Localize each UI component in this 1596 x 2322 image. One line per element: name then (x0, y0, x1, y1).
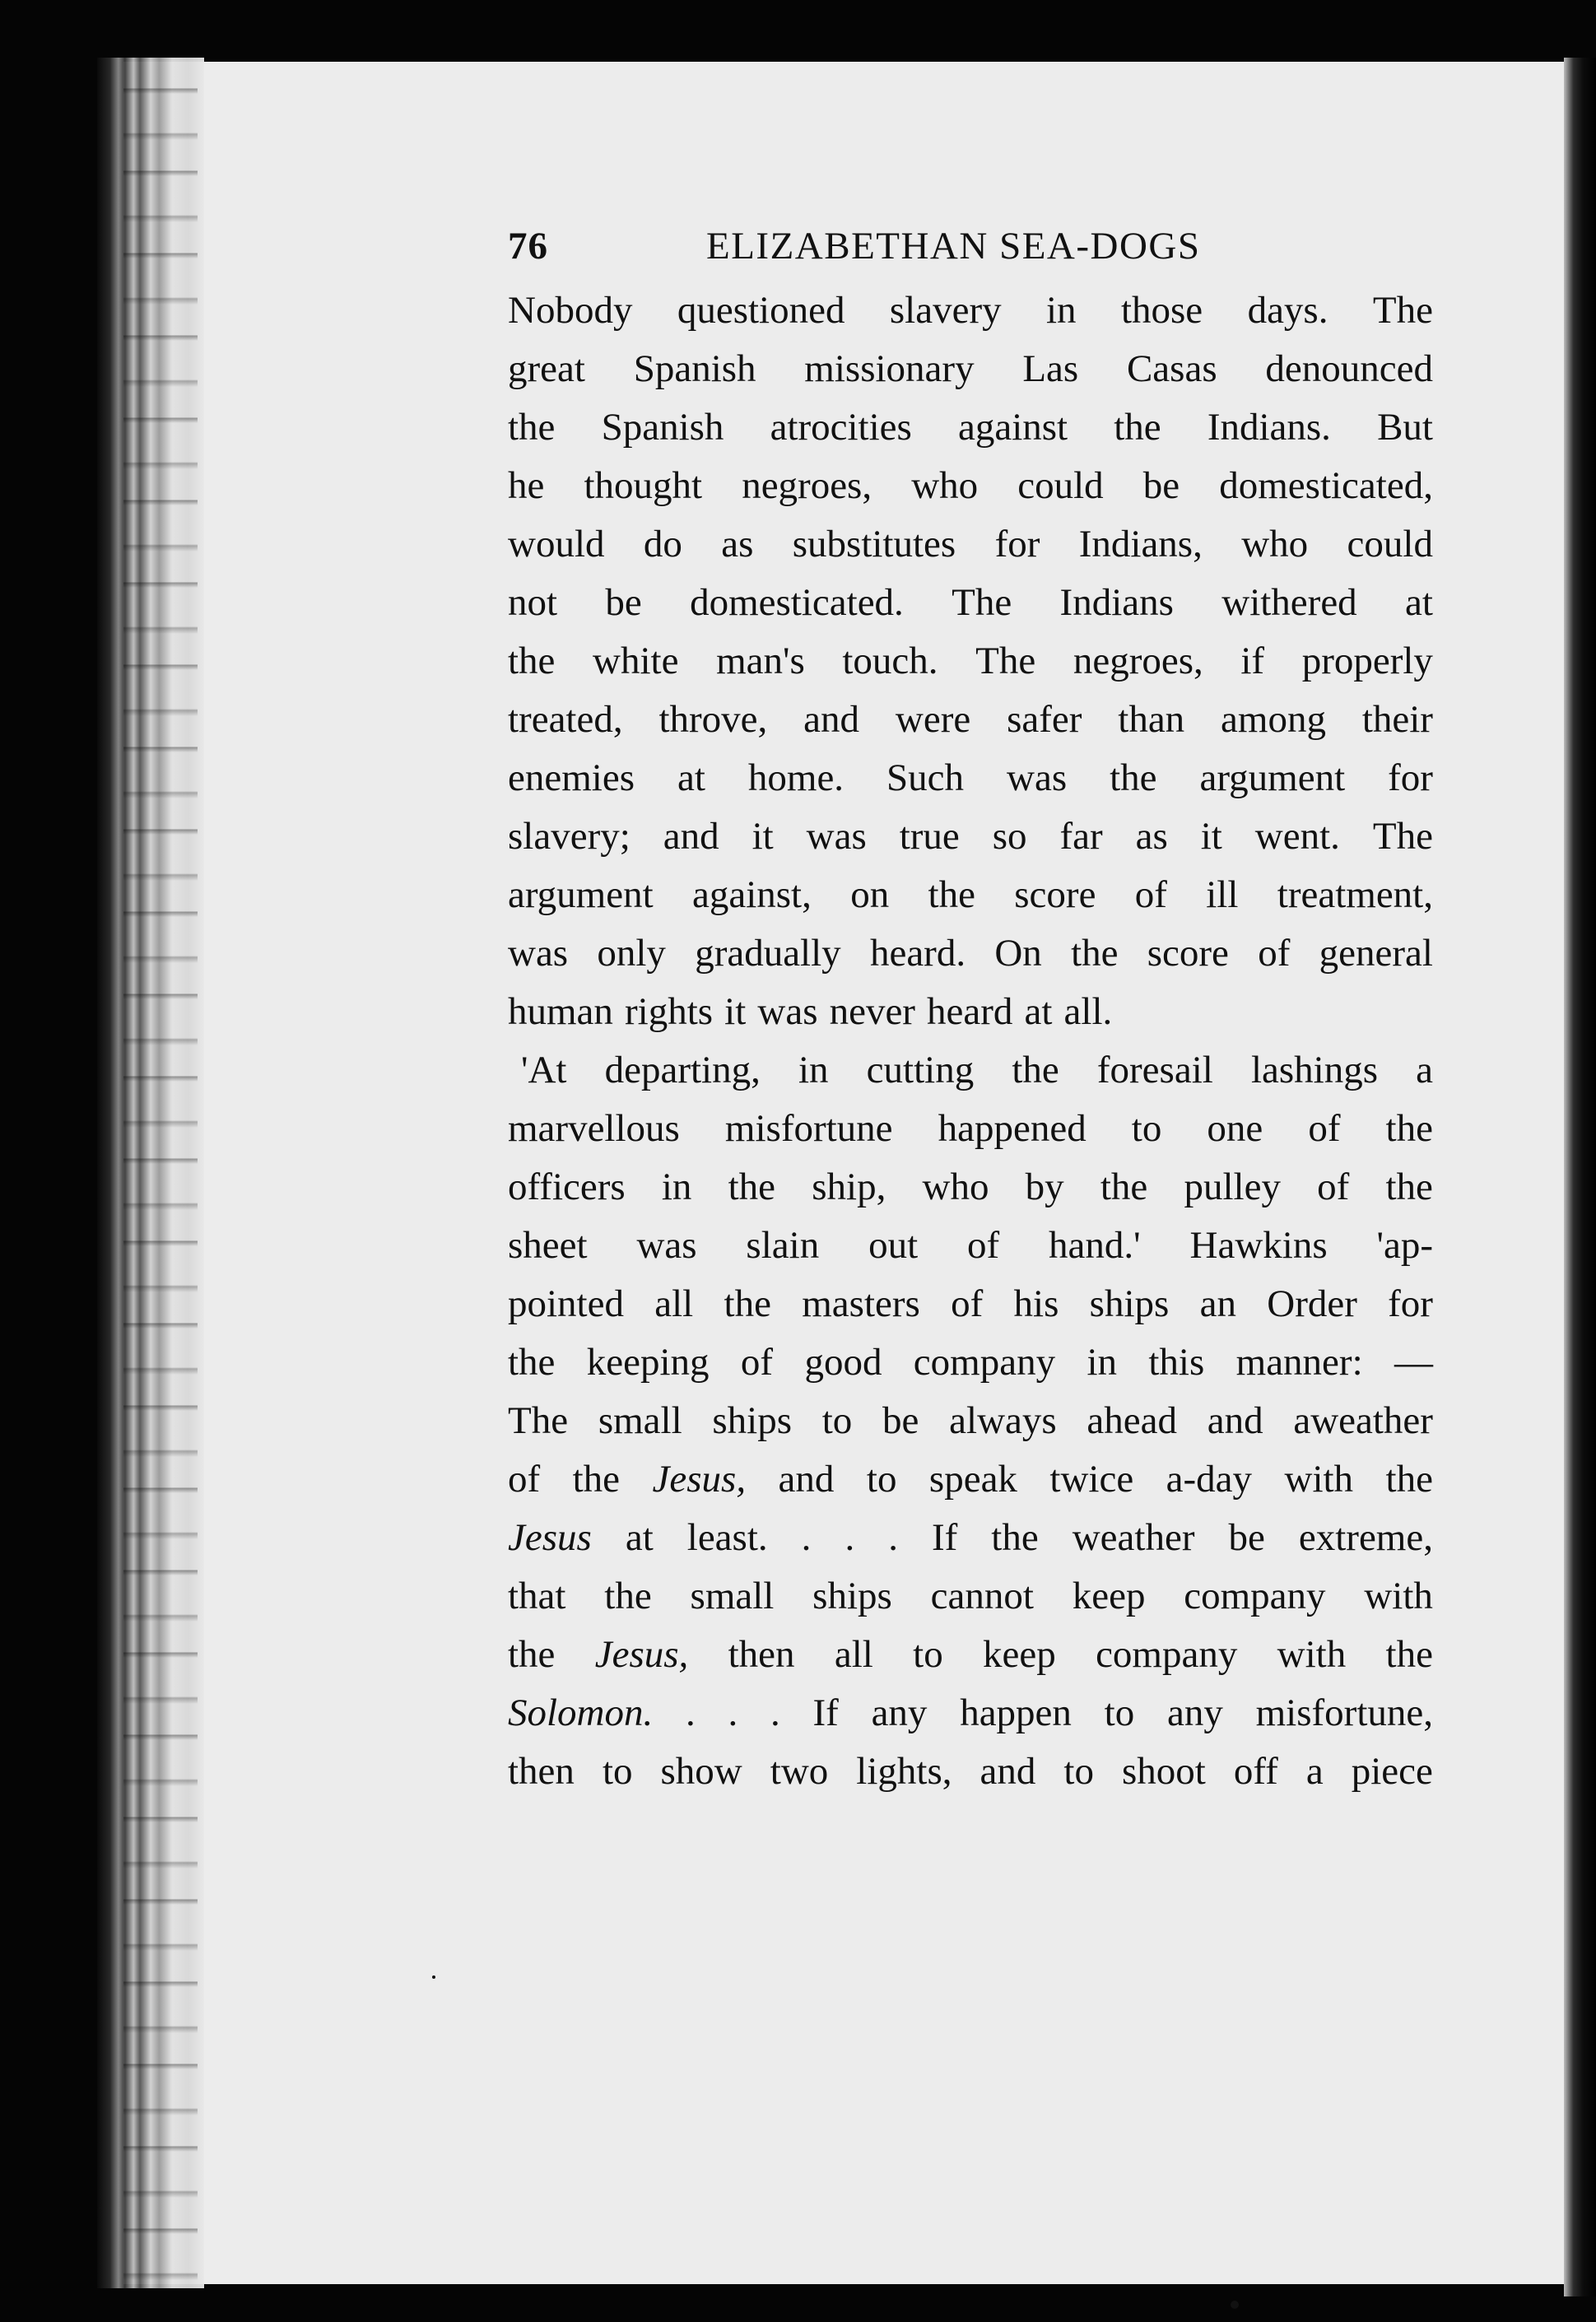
word: . (770, 1691, 780, 1734)
word: Nobody (508, 289, 633, 332)
word: could (1017, 464, 1104, 507)
word: with (1364, 1575, 1433, 1617)
word: cutting (866, 1049, 975, 1091)
text-line (508, 1743, 1433, 1801)
binding-shadow (123, 58, 198, 2288)
word: the (1100, 1166, 1148, 1208)
word: great (508, 347, 585, 390)
word: out (868, 1224, 919, 1267)
word: always (949, 1399, 1057, 1442)
word: of (967, 1224, 1000, 1267)
word: by (1025, 1166, 1064, 1208)
page-text (508, 224, 1433, 1801)
word: this (1148, 1341, 1205, 1384)
word: marvellous (508, 1107, 680, 1150)
word: the (1385, 1458, 1433, 1501)
word: the (572, 1458, 621, 1501)
word: Indians. (1207, 406, 1331, 449)
word: then (728, 1633, 795, 1676)
word: all (834, 1633, 873, 1676)
word: his (1013, 1282, 1059, 1325)
word: an (1199, 1282, 1236, 1325)
word: the (1385, 1633, 1433, 1676)
word: a (1416, 1049, 1433, 1091)
text-line (508, 1041, 1433, 1100)
text-line (508, 1626, 1433, 1684)
word: to (602, 1750, 633, 1793)
word: happened (938, 1107, 1086, 1150)
word: speak (928, 1458, 1017, 1501)
word (508, 1509, 592, 1567)
word: keep (1072, 1575, 1146, 1617)
word: was (508, 932, 569, 975)
word: piece (1351, 1750, 1433, 1793)
word: . (686, 1691, 696, 1734)
word: negroes, (742, 464, 872, 507)
word: the (508, 406, 556, 449)
word: foresail (1096, 1049, 1213, 1091)
word: atrocities (770, 406, 912, 449)
word: to (1104, 1691, 1135, 1734)
word: ships (812, 1575, 892, 1617)
word: score (1147, 932, 1229, 975)
text-line (508, 1275, 1433, 1333)
word: than (1118, 698, 1185, 741)
word: ships (712, 1399, 793, 1442)
word: touch. (842, 640, 938, 682)
word: show (660, 1750, 742, 1793)
word: the (1071, 932, 1119, 975)
word: The (1372, 289, 1433, 332)
word: Spanish (633, 347, 756, 390)
word: then (508, 1750, 575, 1793)
text-line (508, 1333, 1433, 1392)
word: Indians (1059, 581, 1174, 624)
word: for (1388, 1282, 1433, 1325)
text-line (508, 632, 1433, 691)
word: it (1200, 815, 1222, 858)
word: white (593, 640, 679, 682)
word: to (1131, 1107, 1162, 1150)
word: at (625, 1516, 654, 1559)
word: of (1308, 1107, 1341, 1150)
word: substitutes (792, 523, 956, 565)
word: be (1142, 464, 1180, 507)
word: argument (1199, 756, 1346, 799)
word: to (913, 1633, 943, 1676)
word: The (952, 581, 1012, 624)
word: among (1221, 698, 1326, 741)
word: aweather (1293, 1399, 1433, 1442)
word: all (654, 1282, 694, 1325)
word: any (1166, 1691, 1223, 1734)
running-head (508, 224, 1433, 282)
word: of (1317, 1166, 1350, 1208)
word: throve, (658, 698, 768, 741)
word: domesticated, (1219, 464, 1433, 507)
word: 'ap- (1376, 1224, 1433, 1267)
word: two (770, 1750, 829, 1793)
word: Order (1267, 1282, 1357, 1325)
word: pointed (508, 1282, 624, 1325)
word: would (508, 523, 605, 565)
word: to (1063, 1750, 1094, 1793)
word: extreme, (1298, 1516, 1433, 1559)
word: all. (1063, 990, 1113, 1033)
word: rights (625, 990, 714, 1033)
text-line (508, 282, 1433, 340)
word: treatment, (1277, 873, 1433, 916)
word: thought (584, 464, 703, 507)
word: domesticated. (690, 581, 904, 624)
word: slavery; (508, 815, 630, 858)
text-line (508, 1217, 1433, 1275)
word: argument (508, 873, 654, 916)
word: as (1135, 815, 1168, 858)
word: if (1240, 640, 1265, 682)
text-line (508, 1684, 1433, 1743)
word: the (508, 1633, 556, 1676)
word: was (757, 990, 818, 1033)
text-line (508, 574, 1433, 632)
word: 'At (521, 1049, 567, 1091)
word: heard (927, 990, 1013, 1033)
text-line (508, 457, 1433, 515)
word: of (1258, 932, 1291, 975)
word: it (751, 815, 774, 858)
word: If (812, 1691, 839, 1734)
word: the (1012, 1049, 1059, 1091)
text-line (508, 398, 1433, 457)
word: was (636, 1224, 697, 1267)
word: Hawkins (1189, 1224, 1328, 1267)
word: the (508, 1341, 556, 1384)
text-line (508, 983, 1433, 1041)
word: that (508, 1575, 566, 1617)
word: their (1361, 698, 1433, 741)
text-line (508, 1392, 1433, 1450)
text-line (508, 866, 1433, 924)
word: of (740, 1341, 774, 1384)
italic-word: Jesus (508, 1516, 592, 1559)
word: of (951, 1282, 984, 1325)
text-line (508, 691, 1433, 749)
word: to (866, 1458, 897, 1501)
word: gradually (695, 932, 841, 975)
word: hand.' (1049, 1224, 1141, 1267)
word: in (1086, 1341, 1117, 1384)
word: Casas (1126, 347, 1217, 390)
word: be (605, 581, 642, 624)
word: and (778, 1458, 835, 1501)
word: who (911, 464, 979, 507)
word: and (663, 815, 719, 858)
word: lights, (856, 1750, 952, 1793)
word: any (871, 1691, 928, 1734)
word: as (721, 523, 754, 565)
word: questioned (677, 289, 845, 332)
word: ahead (1086, 1399, 1177, 1442)
word: misfortune, (1255, 1691, 1433, 1734)
word: On (994, 932, 1042, 975)
word: be (1228, 1516, 1265, 1559)
word: The (508, 1399, 569, 1442)
word: good (804, 1341, 882, 1384)
word: at (677, 756, 705, 799)
word: . (888, 1516, 898, 1559)
word: it (724, 990, 747, 1033)
word: company (913, 1341, 1056, 1384)
word: were (895, 698, 971, 741)
word: Indians, (1078, 523, 1203, 565)
text-line (508, 1158, 1433, 1217)
word: If (931, 1516, 958, 1559)
word: who (922, 1166, 989, 1208)
word: company (1096, 1633, 1238, 1676)
italic-word: Solomon. (508, 1691, 654, 1734)
word: ships (1089, 1282, 1170, 1325)
word: keeping (586, 1341, 710, 1384)
word: was (1007, 756, 1068, 799)
text-line (508, 749, 1433, 807)
word (508, 1684, 653, 1743)
word: against, (691, 873, 812, 916)
word: — (1394, 1341, 1433, 1384)
word: . (845, 1516, 855, 1559)
word: only (597, 932, 666, 975)
word: heard. (869, 932, 966, 975)
word: do (643, 523, 682, 565)
word: pulley (1184, 1166, 1281, 1208)
running-title: ELIZABETHAN SEA-DOGS (706, 225, 1201, 268)
word: departing, (604, 1049, 761, 1091)
word: the (928, 873, 975, 916)
word: officers (508, 1166, 626, 1208)
word: small (598, 1399, 682, 1442)
word: for (994, 523, 1040, 565)
word: slain (746, 1224, 820, 1267)
italic-word: Jesus, (652, 1458, 747, 1501)
word: and (1207, 1399, 1263, 1442)
word: one (1207, 1107, 1263, 1150)
word: days. (1247, 289, 1328, 332)
word: happen (960, 1691, 1072, 1734)
word: negroes, (1073, 640, 1203, 682)
word: at (1024, 990, 1053, 1033)
word: sheet (508, 1224, 588, 1267)
word: in (661, 1166, 692, 1208)
word: slavery (889, 289, 1002, 332)
word: cannot (930, 1575, 1034, 1617)
word: least. (686, 1516, 768, 1559)
word (595, 1626, 689, 1684)
text-line (508, 807, 1433, 866)
word: went. (1254, 815, 1340, 858)
word: off (1233, 1750, 1278, 1793)
word: not (508, 581, 558, 624)
word: be (882, 1399, 919, 1442)
word: manner: (1235, 1341, 1363, 1384)
dust-speck (432, 1975, 435, 1979)
word: human (508, 990, 613, 1033)
word: of (508, 1458, 541, 1501)
body-text (508, 282, 1433, 1801)
word: weather (1072, 1516, 1195, 1559)
word (653, 1450, 747, 1509)
word: the (1385, 1166, 1433, 1208)
word: never (829, 990, 915, 1033)
word: The (975, 640, 1036, 682)
word: the (991, 1516, 1039, 1559)
word: and (803, 698, 860, 741)
word: could (1347, 523, 1433, 565)
word: of (1134, 873, 1167, 916)
word: against (957, 406, 1068, 449)
text-line (508, 1100, 1433, 1158)
page-number: 76 (508, 225, 548, 268)
text-line (508, 340, 1433, 398)
word: denounced (1265, 347, 1433, 390)
word: safer (1007, 698, 1082, 741)
word: the (1114, 406, 1161, 449)
word: But (1377, 406, 1433, 449)
word: with (1277, 1633, 1347, 1676)
word: lashings (1250, 1049, 1378, 1091)
word: the (1385, 1107, 1433, 1150)
word: small (690, 1575, 775, 1617)
page-right-edge (1564, 58, 1596, 2296)
word: on (850, 873, 890, 916)
word: the (604, 1575, 652, 1617)
word: was (806, 815, 867, 858)
word: home. (747, 756, 845, 799)
word: the (508, 640, 556, 682)
word: man's (716, 640, 805, 682)
word: to (821, 1399, 853, 1442)
word: The (1372, 815, 1433, 858)
word: misfortune (724, 1107, 893, 1150)
text-line (508, 1450, 1433, 1509)
word: who (1241, 523, 1309, 565)
word: a-day (1166, 1458, 1253, 1501)
text-line (508, 1509, 1433, 1567)
word: Such (886, 756, 965, 799)
word: at (1405, 581, 1433, 624)
word: treated, (508, 698, 623, 741)
word: the (728, 1166, 776, 1208)
word: masters (802, 1282, 920, 1325)
word: . (801, 1516, 812, 1559)
word: Las (1022, 347, 1079, 390)
dust-speck (1231, 2301, 1239, 2309)
word: the (1110, 756, 1157, 799)
word: ship, (812, 1166, 886, 1208)
word: in (1046, 289, 1077, 332)
text-line (508, 1567, 1433, 1626)
word: enemies (508, 756, 635, 799)
word: properly (1301, 640, 1433, 682)
word: score (1014, 873, 1096, 916)
word: general (1319, 932, 1433, 975)
word: those (1120, 289, 1203, 332)
word: and (979, 1750, 1036, 1793)
word: ill (1206, 873, 1239, 916)
word: the (724, 1282, 771, 1325)
word: with (1284, 1458, 1354, 1501)
word: true (899, 815, 960, 858)
word: shoot (1121, 1750, 1206, 1793)
text-line (508, 515, 1433, 574)
word: a (1305, 1750, 1324, 1793)
text-line (508, 924, 1433, 983)
word: in (798, 1049, 829, 1091)
italic-word: Jesus, (594, 1633, 689, 1676)
word: Spanish (601, 406, 724, 449)
word: he (508, 464, 545, 507)
word: far (1059, 815, 1103, 858)
word: withered (1221, 581, 1357, 624)
word: so (992, 815, 1027, 858)
word: twice (1049, 1458, 1134, 1501)
word: keep (983, 1633, 1056, 1676)
word: missionary (804, 347, 975, 390)
word: for (1388, 756, 1433, 799)
word: . (728, 1691, 738, 1734)
word: company (1184, 1575, 1326, 1617)
